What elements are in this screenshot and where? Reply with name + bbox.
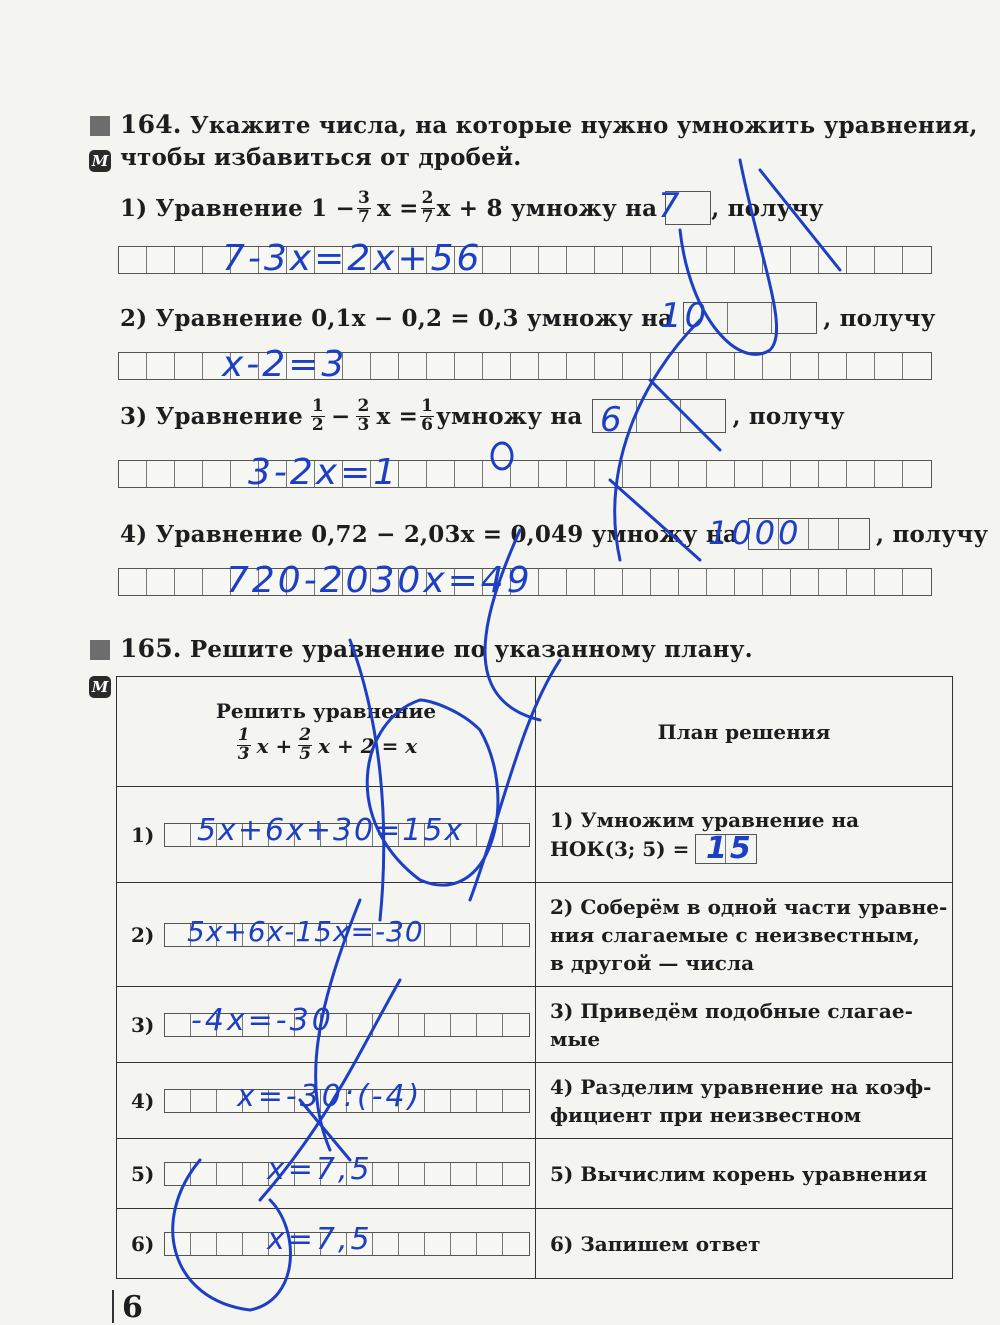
scribble-stroke (610, 480, 700, 560)
row-4-plan-line2: фициент при неизвестном (550, 1102, 862, 1127)
scribble-stroke (300, 1100, 350, 1160)
item-2-label: 2) Уравнение 0,1x − 0,2 = 0,3 умножу на (120, 304, 674, 332)
multiplier-answer-2: 10 (660, 296, 710, 336)
scribble-stroke (485, 530, 540, 720)
page-number: 6 (122, 1290, 143, 1325)
method-badge-icon: М (89, 150, 111, 172)
fraction-2-7: $\frac{2}{7}$ (421, 188, 434, 227)
scribble-stroke (650, 380, 720, 450)
handwritten-answer-3: 3-2x=1 (248, 452, 400, 493)
row-1-handwritten-answer: 5x+6x+30=15x (197, 812, 465, 848)
lcm-handwritten-answer: 15 (706, 830, 754, 866)
task-164-number: 164. (120, 110, 182, 139)
lcm-label: НОК(3; 5) = (550, 836, 690, 861)
row-6-handwritten-answer: x=7,5 (267, 1221, 373, 1257)
row-2-plan-line1: 2) Соберём в одной части уравне- (550, 894, 948, 919)
item-4-label: 4) Уравнение 0,72 − 2,03x = 0,049 умножу на (120, 520, 739, 548)
task-165-text: Решите уравнение по указанному плану. (189, 636, 753, 663)
row-1-label: 1) (131, 822, 155, 847)
item-3-eq: − (330, 402, 351, 430)
row-6-label: 6) (131, 1231, 155, 1256)
multiplier-answer-1: 7 (658, 186, 683, 226)
row-5-handwritten-answer: x=7,5 (267, 1151, 373, 1187)
row-5-plan-line1: 5) Вычислим корень уравнения (550, 1161, 928, 1186)
row-3-label: 3) (131, 1012, 155, 1037)
handwritten-answer-2: x-2=3 (222, 344, 348, 385)
scribble-stroke (316, 900, 360, 1150)
header-eq-part1: x + (256, 733, 293, 758)
multiplier-answer-4: 1000 (708, 514, 802, 552)
scribble-stroke (367, 700, 498, 885)
scribble-stroke (470, 660, 560, 900)
task-165-number: 165. (120, 634, 182, 663)
item-3-eq3: умножу на (436, 402, 583, 430)
scribble-zero (492, 443, 512, 469)
fraction-3-7: $\frac{3}{7}$ (358, 188, 371, 227)
multiplier-answer-3: 6 (600, 400, 625, 440)
scribble-stroke (260, 980, 400, 1200)
row-4-label: 4) (131, 1088, 155, 1113)
fraction-1-2: $\frac{1}{2}$ (311, 396, 324, 435)
item-1-eq: x = (377, 194, 419, 222)
row-4-handwritten-answer: x=-30:(-4) (237, 1078, 423, 1114)
row-1-plan-line1: 1) Умножим уравнение на (550, 807, 860, 832)
row-5-label: 5) (131, 1161, 155, 1186)
header-left-title: Решить уравнение (215, 699, 437, 724)
row-3-plan-line1: 3) Приведём подобные слагае- (550, 998, 913, 1023)
item-3-after: , получу (732, 402, 845, 430)
task-164-text-line1: Укажите числа, на которые нужно умножить уравнения, (189, 112, 978, 139)
item-1-label: 1) Уравнение 1 − (120, 194, 356, 222)
row-4-plan-line1: 4) Разделим уравнение на коэф- (550, 1074, 932, 1099)
task-164-text-line2: чтобы избавиться от дробей. (120, 144, 522, 171)
handwritten-answer-4: 720-2030x=49 (226, 560, 533, 601)
item-1-after: , получу (711, 194, 824, 222)
row-6-plan-line1: 6) Запишем ответ (550, 1231, 761, 1256)
fraction-1-6: $\frac{1}{6}$ (421, 396, 434, 435)
item-3-eq2: x = (376, 402, 419, 430)
scribble-stroke (173, 1160, 291, 1310)
fraction-2-3: $\frac{2}{3}$ (357, 396, 370, 435)
row-2-plan-line3: в другой — числа (550, 950, 755, 975)
row-2-label: 2) (131, 922, 155, 947)
row-2-handwritten-answer: 5x+6x-15x=-30 (187, 914, 424, 948)
row-3-plan-line2: мые (550, 1026, 601, 1051)
handwritten-answer-1: 7-3x=2x+56 (222, 238, 483, 279)
row-2-plan-line2: ния слагаемые с неизвестным, (550, 922, 920, 947)
row-3-handwritten-answer: -4x=-30 (191, 1002, 334, 1038)
item-4-after: , получу (876, 520, 989, 548)
method-badge-icon: М (89, 676, 111, 698)
item-3-label: 3) Уравнение (120, 402, 303, 430)
fraction-1-3: $\frac{1}{3}$ (237, 725, 250, 764)
item-2-after: , получу (823, 304, 936, 332)
header-right-title: План решения (657, 719, 831, 744)
item-1-eq2: x + 8 умножу на (436, 194, 658, 222)
fraction-2-5: $\frac{2}{5}$ (299, 725, 312, 764)
header-eq-part2: x + 2 = x (318, 733, 418, 758)
scribble-stroke (760, 170, 840, 270)
